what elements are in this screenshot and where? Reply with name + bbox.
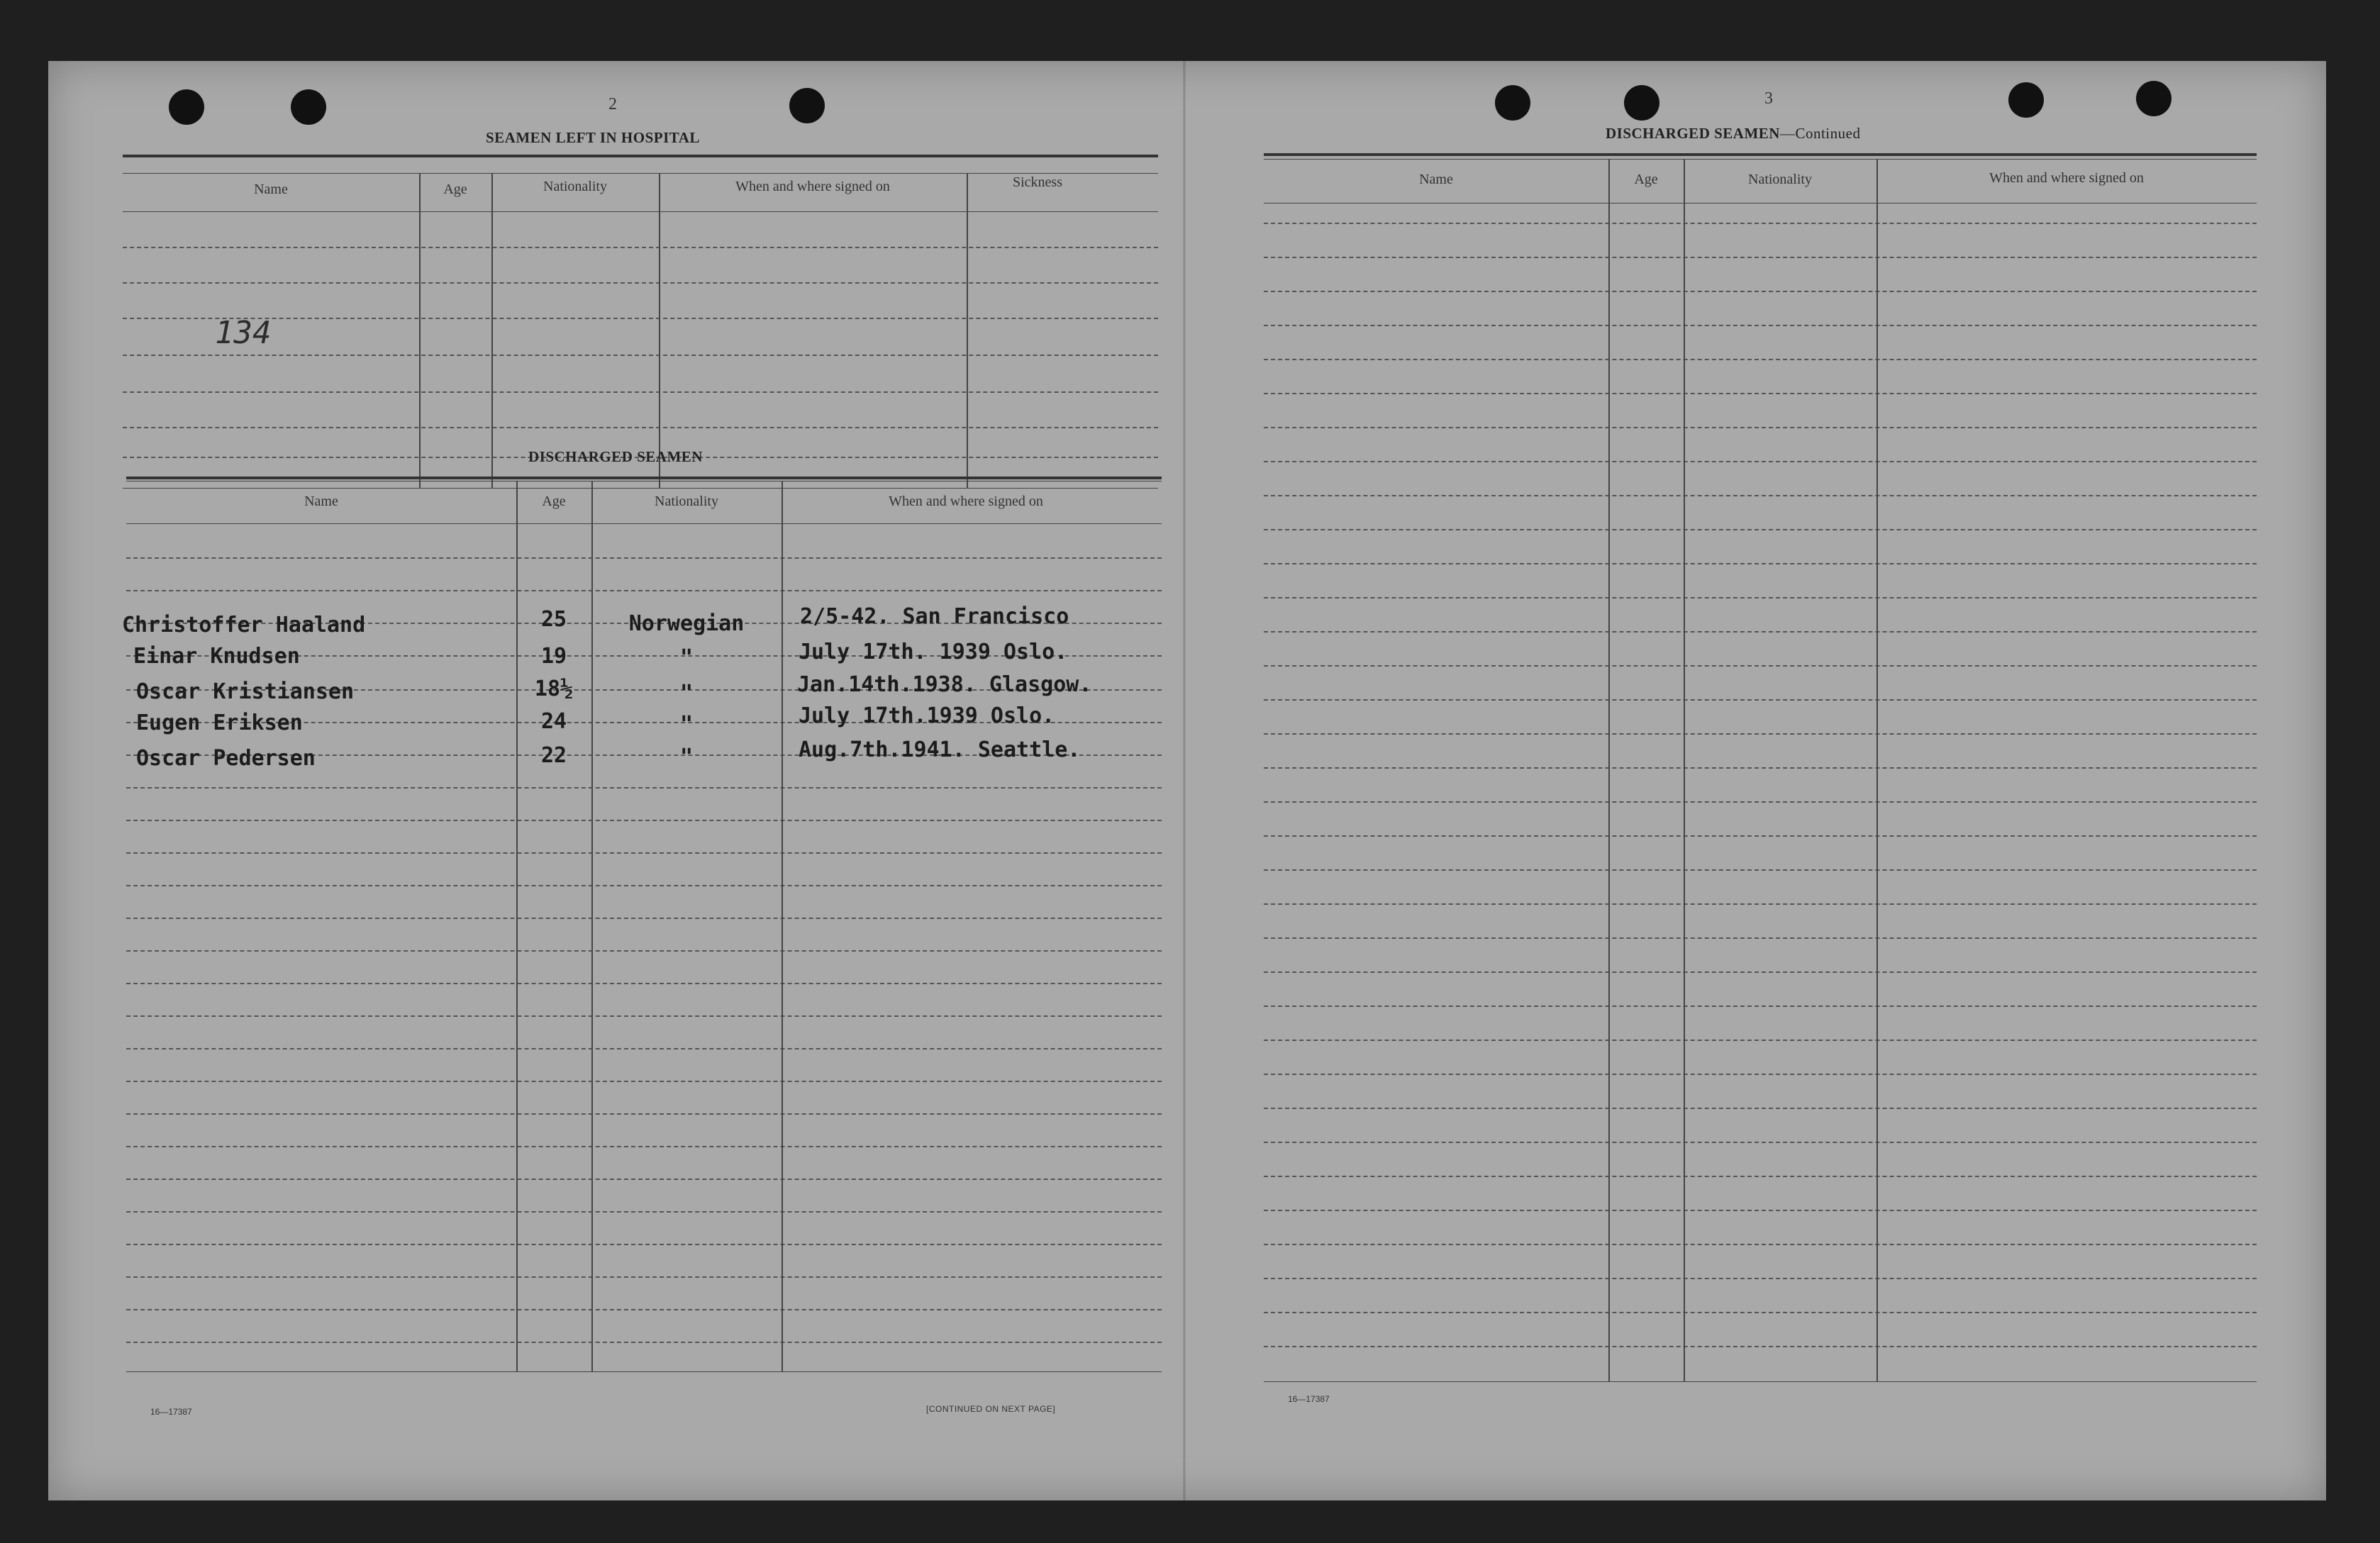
title-suffix: —Continued <box>1779 125 1861 142</box>
discharged-title: DISCHARGED SEAMEN <box>528 448 703 465</box>
right-page <box>1186 61 2326 1500</box>
seaman-signed-on: 2/5-42. San Francisco <box>800 604 1069 629</box>
document-sheet <box>48 61 2326 1500</box>
seaman-age: 22 <box>540 743 567 768</box>
seaman-name: Christoffer Haaland <box>122 613 366 637</box>
seaman-signed-on: July 17th. 1939 Oslo. <box>799 640 1068 664</box>
left-page <box>48 61 1183 1500</box>
seaman-name: Oscar Pedersen <box>136 746 316 771</box>
seaman-nationality: " <box>679 645 694 670</box>
seaman-signed-on: Aug.7th.1941. Seattle. <box>799 737 1081 762</box>
col-header-nationality: Nationality <box>655 494 718 509</box>
form-number: 16—17387 <box>1288 1394 1330 1404</box>
discharged-continued-title <box>1606 125 1860 143</box>
continued-note: [CONTINUED ON NEXT PAGE] <box>926 1404 1056 1414</box>
seaman-name: Oscar Kristiansen <box>136 679 355 704</box>
seaman-age: 24 <box>540 709 567 734</box>
hospital-table <box>123 155 1158 494</box>
col-header-signed-on: When and where signed on <box>1989 170 2144 186</box>
seaman-name: Eugen Eriksen <box>136 711 303 735</box>
col-header-nationality: Nationality <box>1748 172 1812 187</box>
col-header-sickness: Sickness <box>1013 174 1062 190</box>
handwritten-mark: 134 <box>215 315 272 351</box>
col-header-nationality: Nationality <box>543 179 607 194</box>
col-header-age: Age <box>542 494 566 509</box>
col-header-signed-on: When and where signed on <box>889 494 1043 509</box>
seaman-nationality: " <box>679 681 694 706</box>
seaman-nationality: Norwegian <box>628 611 745 636</box>
col-header-age: Age <box>1634 172 1658 187</box>
page-number: 3 <box>1764 89 1773 108</box>
seaman-age: 19 <box>540 644 567 669</box>
discharged-table <box>122 477 1162 1405</box>
col-header-age: Age <box>443 182 467 197</box>
seaman-age: 18½ <box>534 676 574 701</box>
hospital-title: SEAMEN LEFT IN HOSPITAL <box>486 129 700 146</box>
title-text: DISCHARGED SEAMEN <box>1606 125 1780 142</box>
col-header-name: Name <box>254 182 288 197</box>
col-header-signed-on: When and where signed on <box>735 179 890 194</box>
seaman-signed-on: Jan.14th.1938. Glasgow. <box>797 672 1092 697</box>
seaman-nationality: " <box>679 745 694 769</box>
form-number: 16—17387 <box>150 1407 192 1417</box>
col-header-name: Name <box>1419 172 1453 187</box>
col-header-name: Name <box>304 494 338 509</box>
seaman-name: Einar Knudsen <box>133 644 300 669</box>
page-number: 2 <box>608 95 617 113</box>
discharged-continued-table <box>1264 153 2257 1387</box>
seaman-signed-on: July 17th.1939 Oslo. <box>799 703 1055 728</box>
seaman-nationality: " <box>679 712 694 737</box>
seaman-age: 25 <box>540 607 567 632</box>
